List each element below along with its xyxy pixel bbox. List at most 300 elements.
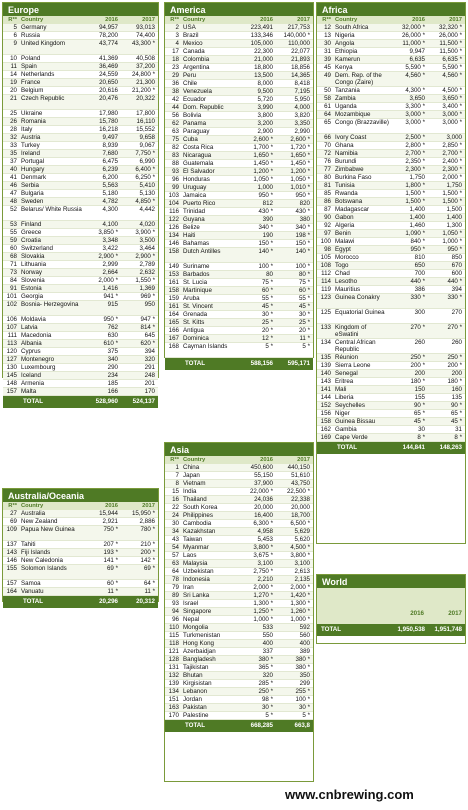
value-2017-cell: 100 * bbox=[295, 263, 310, 270]
country-cell: Algeria bbox=[335, 222, 355, 229]
africa-panel bbox=[316, 2, 466, 544]
table-row bbox=[165, 592, 313, 600]
country-cell: Montenegro bbox=[21, 356, 55, 363]
table-row bbox=[3, 316, 158, 324]
value-2016-cell: 7,680 bbox=[102, 150, 118, 157]
country-cell: Togo bbox=[335, 262, 349, 269]
table-row bbox=[317, 206, 465, 214]
rank-cell: 82 bbox=[172, 144, 179, 151]
table-row bbox=[3, 174, 158, 182]
value-2016-cell: 915 bbox=[107, 301, 118, 308]
country-cell: Cyprus bbox=[21, 348, 41, 355]
value-2017-cell: 1,500 bbox=[446, 206, 462, 213]
rank-cell: 158 bbox=[168, 248, 179, 255]
table-row bbox=[3, 372, 158, 380]
rank-cell: 50 bbox=[324, 87, 331, 94]
rank-cell: 158 bbox=[168, 287, 179, 294]
table-row bbox=[165, 488, 313, 496]
value-2016-cell: 15,780 bbox=[99, 118, 118, 125]
value-2017-cell: 110,000 bbox=[288, 40, 310, 47]
table-row bbox=[3, 324, 158, 332]
value-2017-cell: 14,365 bbox=[291, 72, 310, 79]
table-row bbox=[165, 144, 313, 152]
value-2016-cell: 3,800 bbox=[257, 112, 273, 119]
country-cell: Tahiti bbox=[21, 541, 36, 548]
value-2016-cell: 6,239 bbox=[102, 166, 118, 173]
value-2017-cell: 40,508 bbox=[136, 55, 155, 62]
table-row bbox=[317, 262, 465, 270]
value-2016-cell: 2,900 bbox=[257, 128, 273, 135]
country-cell: Israel bbox=[183, 600, 199, 607]
value-2017-cell: 4,500 * bbox=[442, 87, 462, 94]
value-2017-cell: 5,590 * bbox=[442, 64, 462, 71]
value-2016-cell: 193 * bbox=[103, 549, 118, 556]
value-2016-cell: 234 bbox=[107, 372, 118, 379]
value-2016-cell: 4,300 * bbox=[405, 87, 425, 94]
country-header: Country bbox=[183, 457, 206, 463]
table-row bbox=[165, 168, 313, 176]
value-2017-cell: 18,700 bbox=[291, 512, 310, 519]
value-2017-cell: 950 bbox=[144, 301, 155, 308]
country-cell: Macedonia bbox=[21, 332, 52, 339]
value-2017-cell: 16,110 bbox=[136, 118, 155, 125]
rank-cell: 146 bbox=[168, 240, 179, 247]
value-2017-cell: 65 * bbox=[450, 410, 462, 417]
table-row bbox=[317, 198, 465, 206]
country-cell: Denmark bbox=[21, 174, 47, 181]
total-2017: 20,312 bbox=[136, 598, 155, 605]
rank-cell: 68 bbox=[10, 253, 17, 260]
rank-cell: 90 bbox=[324, 214, 331, 221]
rank-cell: 61 bbox=[324, 103, 331, 110]
asia-panel bbox=[164, 442, 314, 782]
table-row bbox=[165, 688, 313, 696]
value-2016-cell: 9,500 bbox=[257, 88, 273, 95]
table-row bbox=[3, 24, 158, 32]
total-spacer bbox=[3, 596, 19, 608]
value-2016-cell: 20,650 bbox=[99, 79, 118, 86]
country-cell: United Kingdom bbox=[21, 40, 66, 47]
country-cell: Spain bbox=[21, 63, 37, 70]
table-row bbox=[165, 656, 313, 664]
table-row bbox=[317, 64, 465, 72]
value-2016-cell: 30 * bbox=[261, 311, 273, 318]
country-cell: Trinidad bbox=[183, 208, 206, 215]
country-cell: Ghana bbox=[335, 142, 354, 149]
value-2016-cell: 2,664 bbox=[102, 269, 118, 276]
value-2017-cell: 248 bbox=[144, 372, 155, 379]
year-2016-header: 2016 bbox=[260, 17, 273, 23]
value-2016-cell: 812 bbox=[262, 200, 273, 207]
rank-cell: 156 bbox=[320, 410, 331, 417]
value-2017-cell: 2,300 * bbox=[442, 166, 462, 173]
rank-cell: 134 bbox=[168, 688, 179, 695]
rank-cell: 84 bbox=[10, 277, 17, 284]
value-2016-cell: 1,650 * bbox=[253, 152, 273, 159]
value-2017-cell: 400 bbox=[299, 640, 310, 647]
table-row bbox=[3, 245, 158, 253]
rank-cell: 145 bbox=[6, 372, 17, 379]
rank-cell: 17 bbox=[172, 48, 179, 55]
country-cell: Equatorial Guinea bbox=[335, 309, 385, 316]
value-2016-cell: 270 * bbox=[410, 324, 425, 331]
value-2016-cell: 250 * bbox=[410, 354, 425, 361]
region-title: Asia bbox=[165, 443, 313, 456]
value-2016-cell: 20,616 bbox=[99, 87, 118, 94]
country-cell: Iran bbox=[183, 584, 194, 591]
value-2017-cell: 5 * bbox=[302, 712, 310, 719]
rank-cell: 76 bbox=[324, 158, 331, 165]
table-row bbox=[165, 295, 313, 303]
value-2017-cell: 15,950 * bbox=[131, 510, 155, 517]
value-2017-cell: 150 * bbox=[295, 240, 310, 247]
rank-header: R** bbox=[170, 457, 179, 463]
rank-cell: 105 bbox=[320, 254, 331, 261]
value-2017-cell: 18,856 bbox=[291, 64, 310, 71]
table-row bbox=[317, 246, 465, 254]
country-cell: Barbados bbox=[183, 271, 210, 278]
rank-cell: 127 bbox=[6, 356, 17, 363]
rank-cell: 94 bbox=[172, 608, 179, 615]
value-2016-cell: 3,990 bbox=[257, 104, 273, 111]
value-2017-cell: 25 * bbox=[298, 319, 310, 326]
rank-cell: 170 bbox=[168, 712, 179, 719]
table-row bbox=[165, 128, 313, 136]
rank-cell: 12 bbox=[324, 24, 331, 31]
value-2016-cell: 5,563 bbox=[102, 182, 118, 189]
country-cell: Papua New Guinea bbox=[21, 526, 75, 533]
table-header bbox=[165, 456, 313, 464]
rank-cell: 59 bbox=[10, 237, 17, 244]
rank-cell: 89 bbox=[172, 592, 179, 599]
rank-cell: 53 bbox=[10, 221, 17, 228]
value-2017-cell: 4,020 bbox=[139, 221, 155, 228]
rank-cell: 125 bbox=[320, 309, 331, 316]
rank-cell: 4 bbox=[175, 40, 179, 47]
table-row bbox=[317, 214, 465, 222]
country-cell: Benin bbox=[335, 230, 351, 237]
value-2016-cell: 21,000 bbox=[254, 56, 273, 63]
value-2016-cell: 155 bbox=[414, 394, 425, 401]
value-2017-cell: 37,200 bbox=[136, 63, 155, 70]
table-row bbox=[165, 96, 313, 104]
value-2017-cell: 140,000 * bbox=[283, 32, 310, 39]
country-cell: Peru bbox=[183, 72, 197, 79]
table-row bbox=[3, 388, 158, 396]
value-2017-cell: 5,629 bbox=[294, 528, 310, 535]
region-title: Africa bbox=[317, 3, 465, 16]
value-2017-cell: 320 bbox=[144, 356, 155, 363]
value-2016-cell: 250 * bbox=[258, 688, 273, 695]
country-cell: Cambodia bbox=[183, 520, 212, 527]
value-2016-cell: 650 bbox=[414, 262, 425, 269]
value-2017-cell: 1,050 * bbox=[442, 230, 462, 237]
value-2017-cell: 350 bbox=[299, 672, 310, 679]
country-cell: Hong Kong bbox=[183, 640, 214, 647]
rank-cell: 107 bbox=[6, 324, 17, 331]
value-2017-cell: 160 bbox=[451, 386, 462, 393]
value-2017-cell: 4,560 * bbox=[442, 72, 462, 79]
value-2016-cell: 6,300 * bbox=[253, 520, 273, 527]
rank-cell: 126 bbox=[168, 224, 179, 231]
value-2017-cell: 22,338 bbox=[291, 496, 310, 503]
table-row bbox=[165, 48, 313, 56]
table-row bbox=[317, 418, 465, 426]
table-row bbox=[165, 72, 313, 80]
rank-cell: 28 bbox=[10, 126, 17, 133]
value-2016-cell: 30 * bbox=[261, 704, 273, 711]
country-cell: Ecuador bbox=[183, 96, 207, 103]
value-2016-cell: 380 * bbox=[258, 656, 273, 663]
value-2016-cell: 330 * bbox=[410, 294, 425, 301]
rank-cell: 114 bbox=[321, 278, 331, 285]
value-2017-cell: 26,000 * bbox=[438, 32, 462, 39]
country-cell: Niger bbox=[335, 410, 350, 417]
table-row bbox=[165, 335, 313, 343]
value-2017-cell: 21,200 * bbox=[131, 87, 155, 94]
country-cell: Puerto Rico bbox=[183, 200, 216, 207]
rank-cell: 99 bbox=[172, 184, 179, 191]
table-row bbox=[3, 158, 158, 166]
table-row bbox=[165, 176, 313, 184]
rank-cell: 122 bbox=[168, 216, 179, 223]
country-header: Country bbox=[21, 503, 44, 509]
rank-cell: 56 bbox=[172, 112, 179, 119]
rank-cell: 83 bbox=[172, 152, 179, 159]
rank-cell: 103 bbox=[168, 192, 179, 199]
table-row bbox=[317, 87, 465, 95]
rank-cell: 97 bbox=[324, 230, 331, 237]
rank-header: R** bbox=[322, 17, 331, 23]
country-cell: Bhutan bbox=[183, 672, 203, 679]
table-row bbox=[3, 356, 158, 364]
value-2017-cell: 2,850 * bbox=[442, 142, 462, 149]
value-2017-cell: 2,000 * bbox=[290, 584, 310, 591]
table-row bbox=[165, 624, 313, 632]
total-row bbox=[3, 396, 158, 408]
total-2016: 528,960 bbox=[95, 398, 118, 405]
value-2016-cell: 36,469 bbox=[99, 63, 118, 70]
total-label: TOTAL bbox=[185, 360, 206, 367]
country-cell: USA bbox=[183, 24, 196, 31]
table-row bbox=[165, 271, 313, 279]
rank-cell: 96 bbox=[172, 176, 179, 183]
country-cell: China bbox=[183, 464, 200, 471]
value-2016-cell: 450,600 bbox=[250, 464, 273, 471]
country-cell: Guinea Bissau bbox=[335, 418, 376, 425]
rank-cell: 27 bbox=[10, 510, 17, 517]
table-row bbox=[317, 158, 465, 166]
table-row bbox=[165, 287, 313, 295]
value-2017-cell: 780 * bbox=[140, 526, 155, 533]
value-2017-cell: 380 * bbox=[295, 656, 310, 663]
year-2016-header: 2016 bbox=[412, 17, 425, 23]
country-cell: Bahamas bbox=[183, 240, 210, 247]
table-row bbox=[317, 95, 465, 103]
country-cell: Dutch Antilles bbox=[183, 248, 221, 255]
country-cell: Nepal bbox=[183, 616, 200, 623]
value-2016-cell: 80 bbox=[266, 271, 273, 278]
value-2016-cell: 207 * bbox=[103, 541, 118, 548]
value-2016-cell: 1,200 * bbox=[253, 168, 273, 175]
table-row bbox=[3, 87, 158, 95]
country-cell: Luxembourg bbox=[21, 364, 56, 371]
total-label: TOTAL bbox=[321, 626, 342, 633]
table-row bbox=[317, 354, 465, 362]
value-2016-cell: 150 bbox=[414, 386, 425, 393]
table-row bbox=[165, 240, 313, 248]
country-cell: Paraguay bbox=[183, 128, 210, 135]
table-row bbox=[165, 576, 313, 584]
rank-cell: 70 bbox=[324, 142, 331, 149]
value-2017-cell: 200 bbox=[451, 370, 462, 377]
value-2016-cell: 8,000 bbox=[257, 80, 273, 87]
value-2017-cell: 2,400 * bbox=[442, 158, 462, 165]
value-2016-cell: 1,500 * bbox=[405, 190, 425, 197]
value-2017-cell: 2,613 bbox=[294, 568, 310, 575]
value-2016-cell: 37,900 bbox=[254, 480, 273, 487]
country-cell: Egypt bbox=[335, 246, 351, 253]
value-2016-cell: 2,210 bbox=[257, 576, 273, 583]
rank-cell: 26 bbox=[10, 118, 17, 125]
value-2016-cell: 700 bbox=[414, 270, 425, 277]
value-2017-cell: 75 * bbox=[298, 279, 310, 286]
total-spacer bbox=[165, 358, 181, 370]
world-panel bbox=[316, 574, 466, 644]
value-2016-cell: 78,200 bbox=[99, 32, 118, 39]
value-2016-cell: 180 * bbox=[410, 378, 425, 385]
year-2017-header: 2017 bbox=[449, 17, 462, 23]
value-2016-cell: 140 * bbox=[258, 248, 273, 255]
rank-cell: 116 bbox=[169, 208, 179, 215]
rank-cell: 98 bbox=[324, 246, 331, 253]
rank-cell: 36 bbox=[172, 80, 179, 87]
table-row bbox=[3, 293, 158, 301]
table-row bbox=[3, 580, 158, 588]
table-row bbox=[317, 238, 465, 246]
value-2016-cell: 400 bbox=[262, 640, 273, 647]
country-cell: Ivory Coast bbox=[335, 134, 367, 141]
table-row bbox=[3, 237, 158, 245]
value-2017-cell: 1,369 bbox=[139, 285, 155, 292]
value-2016-cell: 1,700 * bbox=[253, 144, 273, 151]
value-2016-cell: 1,800 * bbox=[405, 182, 425, 189]
value-2017-cell: 4,000 bbox=[294, 104, 310, 111]
rank-cell: 132 bbox=[168, 672, 179, 679]
rank-cell: 166 bbox=[168, 327, 179, 334]
country-cell: India bbox=[183, 488, 197, 495]
value-2017-cell: 11 * bbox=[144, 588, 155, 595]
total-2017: 663,8 bbox=[294, 722, 310, 729]
value-2017-cell: 814 * bbox=[140, 324, 155, 331]
year-2016-header: 2016 bbox=[105, 503, 118, 509]
table-row bbox=[3, 229, 158, 237]
value-2017-cell: 32,320 * bbox=[438, 24, 462, 31]
rank-cell: 2 bbox=[175, 24, 179, 31]
rank-cell: 149 bbox=[168, 263, 179, 270]
value-2016-cell: 185 bbox=[107, 380, 118, 387]
value-2016-cell: 55 * bbox=[261, 295, 273, 302]
value-2017-cell: 3,400 * bbox=[442, 103, 462, 110]
rank-cell: 101 bbox=[6, 293, 17, 300]
value-2016-cell: 1,300 * bbox=[253, 600, 273, 607]
country-cell: Costa Rica bbox=[183, 144, 214, 151]
country-cell: Malta bbox=[21, 388, 37, 395]
country-cell: Belarus/ White Russia bbox=[21, 206, 82, 213]
rank-cell: 37 bbox=[10, 158, 17, 165]
country-cell: Dominica bbox=[183, 335, 209, 342]
country-cell: Uruguay bbox=[183, 184, 207, 191]
rank-cell: 93 bbox=[172, 168, 179, 175]
rank-cell: 7 bbox=[175, 472, 179, 479]
rank-cell: 91 bbox=[10, 285, 17, 292]
rank-cell: 52 bbox=[10, 206, 17, 213]
country-cell: Moldavia bbox=[21, 316, 46, 323]
rank-cell: 110 bbox=[169, 624, 179, 631]
rank-cell: 55 bbox=[10, 229, 17, 236]
country-cell: Panama bbox=[183, 120, 207, 127]
table-row bbox=[317, 362, 465, 370]
value-2017-cell: 6,250 * bbox=[135, 174, 155, 181]
table-row bbox=[165, 160, 313, 168]
rank-header: R** bbox=[170, 17, 179, 23]
value-2017-cell: 592 bbox=[299, 624, 310, 631]
rank-cell: 71 bbox=[10, 261, 17, 268]
table-row bbox=[165, 327, 313, 335]
rank-cell: 159 bbox=[168, 295, 179, 302]
country-cell: Mozambique bbox=[335, 111, 371, 118]
value-2016-cell: 950 * bbox=[258, 192, 273, 199]
table-row bbox=[165, 616, 313, 624]
rank-cell: 134 bbox=[320, 339, 331, 346]
value-2016-cell: 5,590 * bbox=[405, 64, 425, 71]
rank-cell: 18 bbox=[172, 56, 179, 63]
rank-cell: 19 bbox=[10, 79, 17, 86]
table-row bbox=[165, 184, 313, 192]
value-2017-cell: 200 * bbox=[447, 362, 462, 369]
value-2016-cell: 200 * bbox=[410, 362, 425, 369]
value-2017-cell: 340 * bbox=[295, 224, 310, 231]
value-2017-cell: 22,077 bbox=[291, 48, 310, 55]
table-row bbox=[165, 648, 313, 656]
table-row bbox=[317, 286, 465, 294]
value-2017-cell: 1,750 bbox=[446, 182, 462, 189]
rank-cell: 158 bbox=[320, 418, 331, 425]
table-row bbox=[3, 364, 158, 372]
value-2016-cell: 15,944 bbox=[99, 510, 118, 517]
rank-cell: 22 bbox=[172, 504, 179, 511]
table-row bbox=[165, 263, 313, 271]
total-row bbox=[165, 720, 313, 732]
value-2016-cell: 810 bbox=[414, 254, 425, 261]
country-cell: Mauritius bbox=[335, 286, 361, 293]
rank-cell: 11 bbox=[10, 63, 17, 70]
value-2016-cell: 11,000 * bbox=[402, 40, 425, 47]
rank-cell: 48 bbox=[10, 198, 17, 205]
rank-cell: 128 bbox=[168, 656, 179, 663]
value-2017-cell: 389 bbox=[299, 648, 310, 655]
country-cell: Slovakia bbox=[21, 253, 45, 260]
country-cell: Serbia bbox=[21, 182, 39, 189]
country-cell: Martinique bbox=[183, 287, 212, 294]
rank-cell: 162 bbox=[320, 426, 331, 433]
value-2016-cell: 200 bbox=[414, 370, 425, 377]
country-cell: Sweden bbox=[21, 198, 44, 205]
value-2017-cell: 2,632 bbox=[139, 269, 155, 276]
country-cell: Australia bbox=[21, 510, 46, 517]
country-cell: Czech Republic bbox=[21, 95, 65, 102]
table-row bbox=[317, 48, 465, 56]
